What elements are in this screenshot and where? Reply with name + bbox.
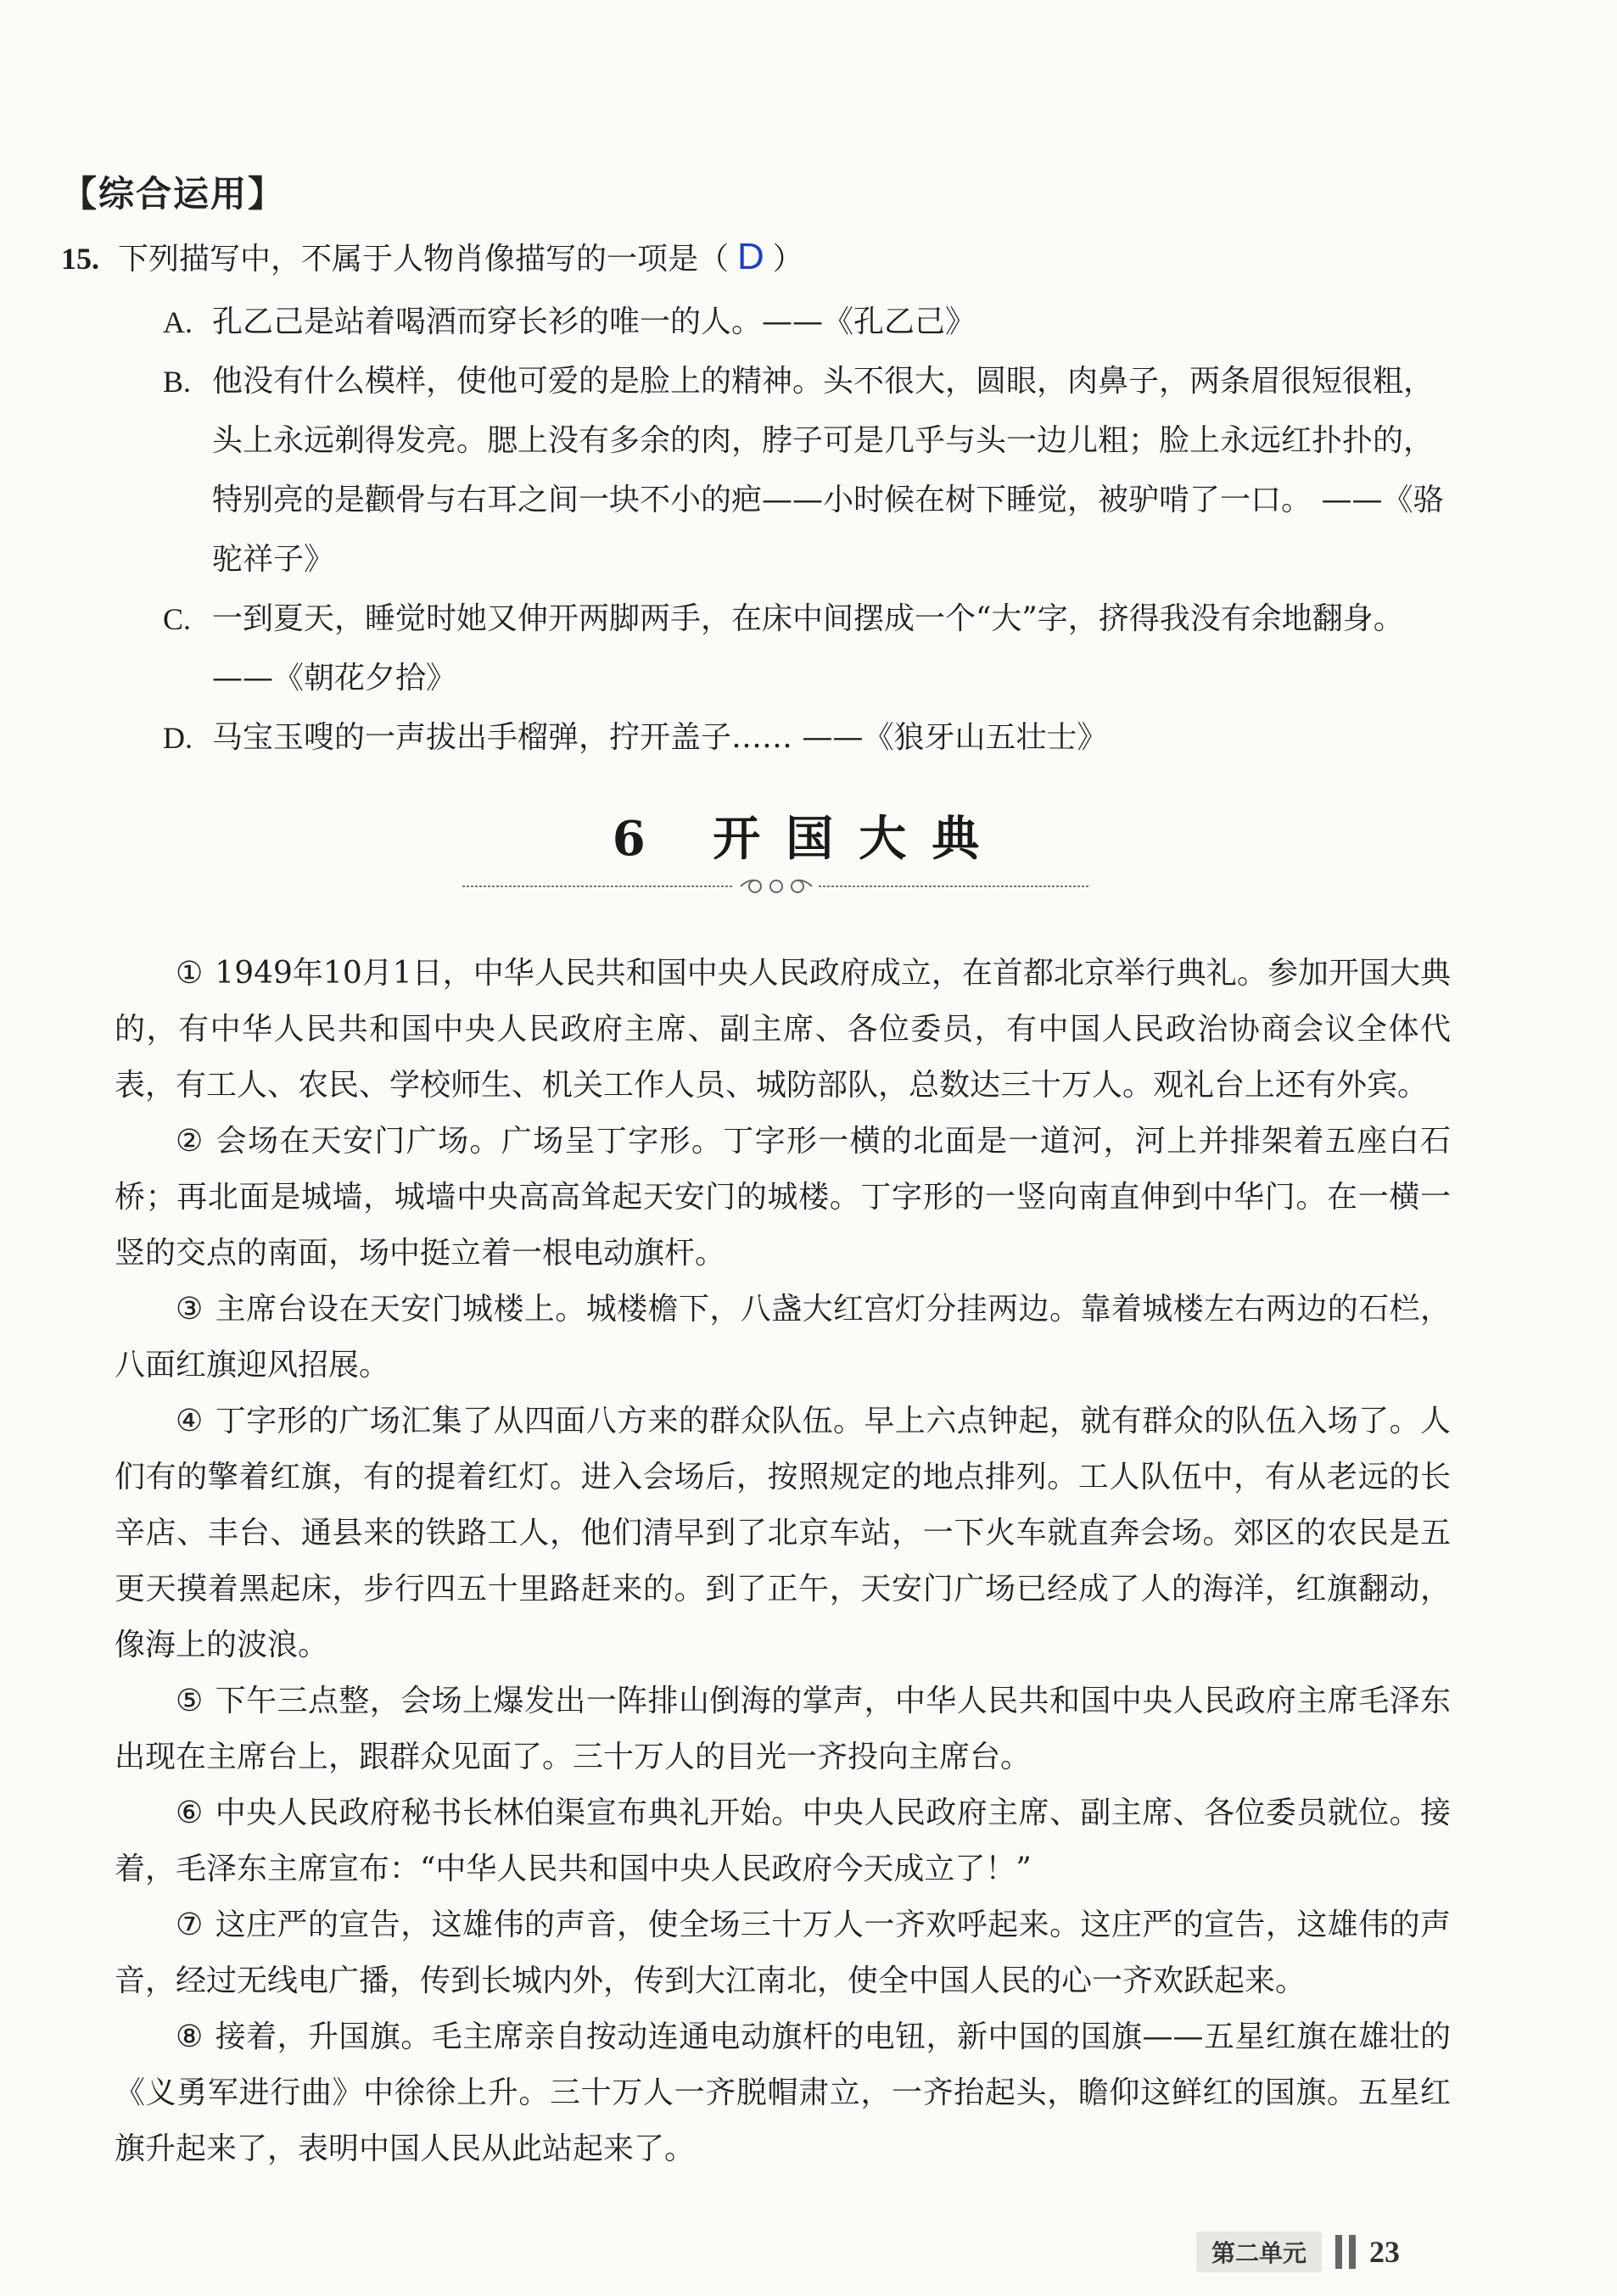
paragraph-text: 会场在天安门广场。广场呈丁字形。丁字形一横的北面是一道河，河上并排架着五座白石桥；再北面是城墙，城墙中央高高耸起天安门的城楼。丁字形的一竖向南直伸到中华门。在一横一竖的交点的南面，场中挺立着一根电动旗杆。 [115, 1124, 1451, 1271]
page-footer [1196, 2231, 1400, 2273]
paragraph-number: ⑧ [176, 2019, 204, 2054]
paragraph-text: 丁字形的广场汇集了从四面八方来的群众队伍。早上六点钟起，就有群众的队伍入场了。人们有的擎着红旗，有的提着红灯。进入会场后，按照规定的地点排列。工人队伍中，有从老远的长辛店、丰台、通县来的铁路工人，他们清早到了北京车站，一下火车就直奔会场。郊区的农民是五更天摸着黑起床，步行四五十里路赶来的。到了正午，天安门广场已经成了人的海洋，红旗翻动，像海上的波浪。 [115, 1404, 1451, 1662]
question-number: 15. [61, 242, 99, 276]
option-text: 他没有什么模样，使他可爱的是脸上的精神。头不很大，圆眼，肉鼻子，两条眉很短很粗，头上永远剃得发亮。腮上没有多余的肉，脖子可是几乎与头一边儿粗；脸上永远红扑扑的，特别亮的是颧骨与右耳之间一块不小的疤——小时候在树下睡觉，被驴啃了一口。 ——《骆驼祥子》 [212, 364, 1444, 577]
option-text: 孔乙己是站着喝酒而穿长衫的唯一的人。——《孔乙己》 [212, 304, 976, 339]
paragraph-2 [115, 1114, 1451, 1282]
title-ornament-divider [462, 878, 1090, 895]
option-letter: C. [163, 602, 192, 636]
unit-label: 第二单元 [1196, 2232, 1322, 2272]
paragraph-text: 这庄严的宣告，这雄伟的声音，使全场三十万人一齐欢呼起来。这庄严的宣告，这雄伟的声音，经过无线电广播，传到长城内外，传到大江南北，使全中国人民的心一齐欢跃起来。 [115, 1908, 1451, 1998]
option-letter: B. [163, 365, 192, 399]
paragraph-number: ④ [176, 1404, 204, 1438]
paragraph-7 [115, 1897, 1451, 2009]
question-prompt-close: ） [772, 242, 803, 277]
option-b [163, 352, 1452, 589]
section-heading: 【综合运用】 [61, 173, 286, 215]
paragraph-4 [115, 1394, 1451, 1673]
paragraph-8 [115, 2009, 1451, 2177]
lesson-article [115, 946, 1451, 2177]
paragraph-5 [115, 1673, 1451, 1785]
paragraph-text: 主席台设在天安门城楼上。城楼檐下，八盏大红宫灯分挂两边。靠着城楼左右两边的石栏，八面红旗迎风招展。 [115, 1292, 1451, 1383]
paragraph-text: 中央人民政府秘书长林伯渠宣布典礼开始。中央人民政府主席、副主席、各位委员就位。接着，毛泽东主席宣布：“中华人民共和国中央人民政府今天成立了！” [115, 1796, 1451, 1886]
paragraph-number: ② [176, 1124, 204, 1159]
ornament-icon [741, 880, 812, 892]
paragraph-number: ① [176, 956, 204, 991]
question-prompt-text: 下列描写中，不属于人物肖像描写的一项是（ [118, 242, 730, 277]
option-letter: A. [163, 305, 193, 339]
option-text: 马宝玉嗖的一声拔出手榴弹，拧开盖子…… ——《狼牙山五壮士》 [212, 720, 1108, 755]
paragraph-text: 接着，升国旗。毛主席亲自按动连通电动旗杆的电钮，新中国的国旗——五星红旗在雄壮的《义勇军进行曲》中徐徐上升。三十万人一齐脱帽肃立，一齐抬起头，瞻仰这鲜红的国旗。五星红旗升起来了，表明中国人民从此站起来了。 [115, 2019, 1451, 2166]
paragraph-number: ⑥ [176, 1796, 204, 1830]
option-letter: D. [163, 721, 193, 755]
question-prompt [61, 227, 1452, 289]
option-list [163, 293, 1452, 768]
paragraph-number: ③ [176, 1292, 204, 1327]
lesson-title: 6 开国大典 [612, 811, 1005, 867]
paragraph-text: 1949年10月1日，中华人民共和国中央人民政府成立，在首都北京举行典礼。参加开国大典的，有中华人民共和国中央人民政府主席、副主席、各位委员，有中国人民政治协商会议全体代表，有工人、农民、学校师生、机关工作人员、城防部队，总数达三十万人。观礼台上还有外宾。 [115, 956, 1451, 1103]
paragraph-text: 下午三点整，会场上爆发出一阵排山倒海的掌声，中华人民共和国中央人民政府主席毛泽东出现在主席台上，跟群众见面了。三十万人的目光一齐投向主席台。 [115, 1684, 1451, 1774]
option-d [163, 708, 1452, 768]
question-15 [61, 227, 1452, 768]
paragraph-number: ⑦ [176, 1908, 204, 1942]
handwritten-answer: D [737, 236, 764, 277]
page-number: 23 [1369, 2235, 1401, 2269]
paragraph-3 [115, 1282, 1451, 1394]
option-text: 一到夏天，睡觉时她又伸开两脚两手，在床中间摆成一个“大”字，挤得我没有余地翻身。——《朝花夕拾》 [212, 601, 1404, 696]
paragraph-1 [115, 946, 1451, 1114]
option-c [163, 589, 1452, 708]
option-a [163, 293, 1452, 352]
paragraph-number: ⑤ [176, 1684, 204, 1718]
footer-bars-decoration [1335, 2235, 1356, 2269]
paragraph-6 [115, 1785, 1451, 1897]
